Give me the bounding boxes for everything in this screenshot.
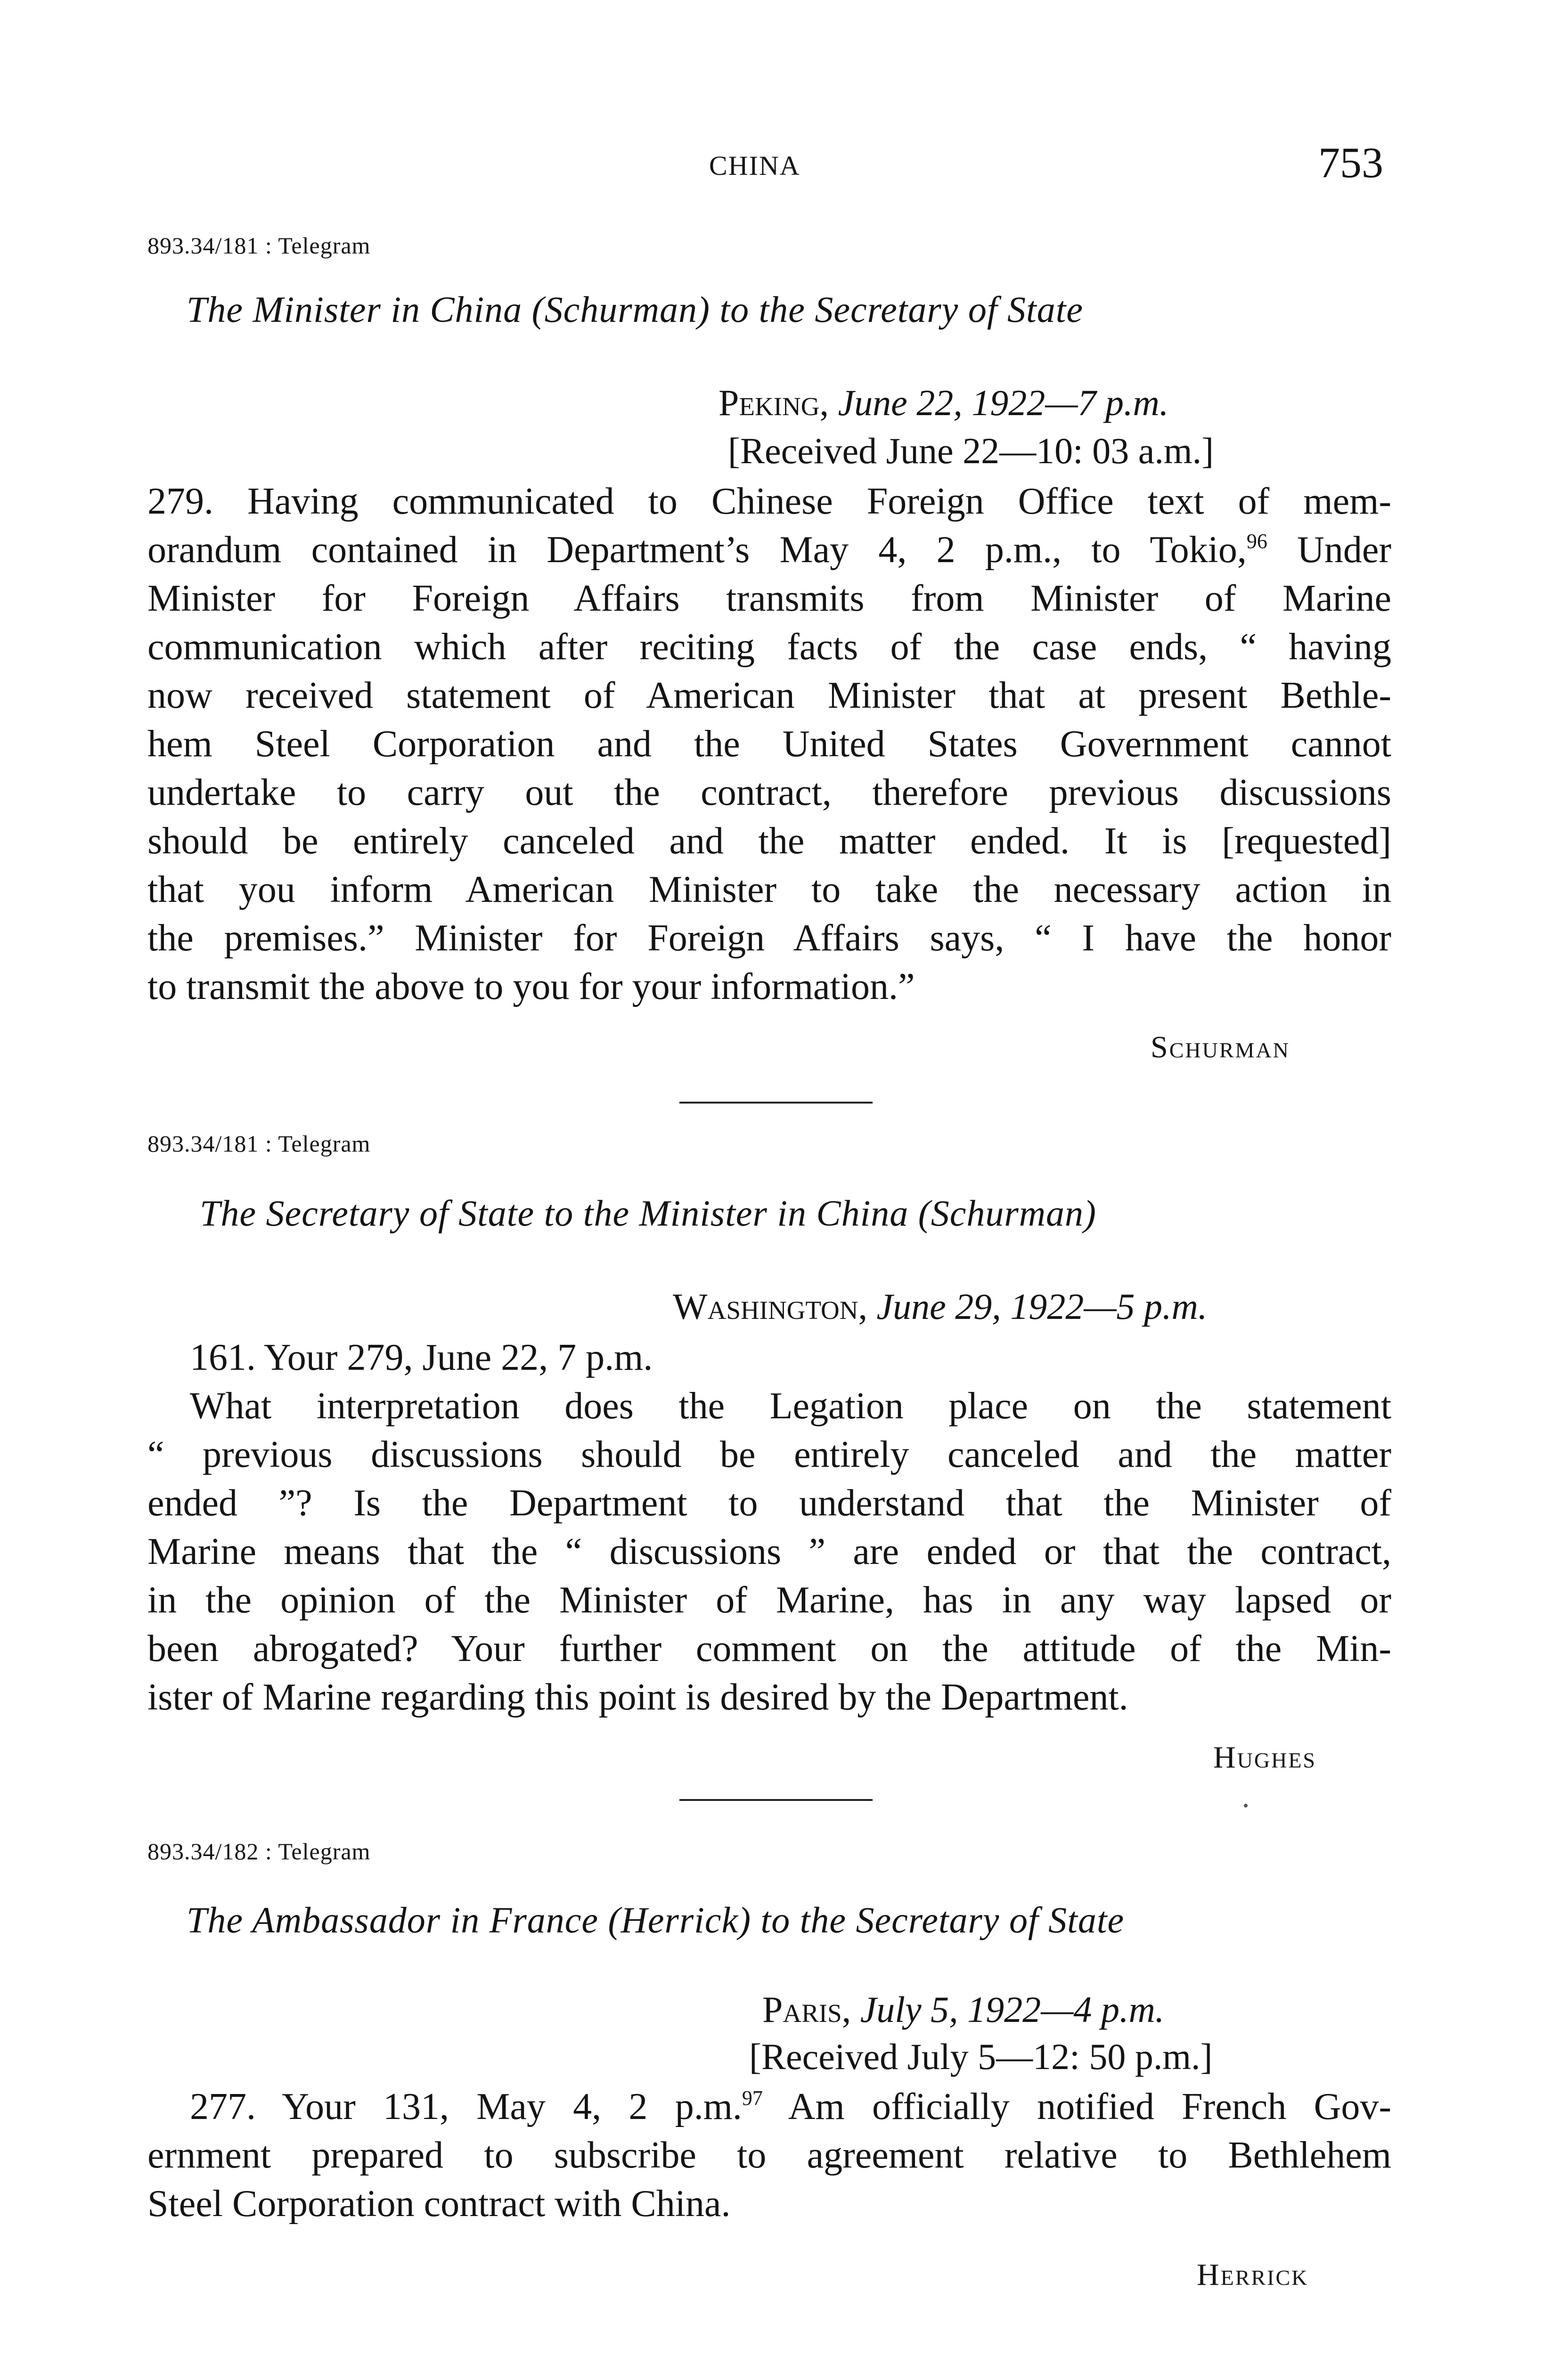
telegram-body-1: [147, 477, 1391, 1011]
body-line: Steel Corporation contract with China.: [147, 2183, 731, 2225]
body-line-with-footnote: [147, 2083, 1391, 2131]
body-line: ernment prepared to subscribe to agreement relative to Bethlehem: [147, 2135, 1391, 2176]
body-line: “ previous discussions should be entirely canceled and the matter: [147, 1434, 1391, 1475]
dateline-date-3: July 5, 1922—4 p.m.: [860, 1989, 1165, 2030]
section-divider: [679, 1102, 873, 1104]
body-line: been abrogated? Your further comment on the attitude of the Min-: [147, 1628, 1391, 1669]
body-line: 279. Having communicated to Chinese Foreign Office text of mem-: [147, 481, 1391, 522]
dateline-place-1: Peking,: [719, 382, 829, 423]
body-line-tail: Under: [1267, 529, 1392, 571]
stray-dot: [1244, 1804, 1248, 1808]
signature-2: Hughes: [1213, 1740, 1317, 1775]
file-number-1: 893.34/181 : Telegram: [147, 232, 371, 259]
body-line: should be entirely canceled and the matter ended. It is [requested]: [147, 820, 1391, 862]
body-line-text: 277. Your 131, May 4, 2 p.m.: [190, 2086, 742, 2127]
body-line-text: orandum contained in Department’s May 4, 2 p.m., to Tokio,: [147, 529, 1247, 571]
file-number-2: 893.34/181 : Telegram: [147, 1130, 371, 1157]
dateline-3: [762, 1988, 1164, 2031]
section-divider: [679, 1799, 873, 1801]
signature-1: Schurman: [1151, 1030, 1290, 1064]
dateline-place-3: Paris,: [762, 1989, 851, 2030]
body-line: hem Steel Corporation and the United States Government cannot: [147, 723, 1391, 765]
dateline-place-2: Washington,: [673, 1286, 867, 1327]
footnote-ref-96: 96: [1246, 530, 1267, 553]
body-line: ended ”? Is the Department to understand that the Minister of: [147, 1482, 1391, 1524]
dateline-date-1: June 22, 1922—7 p.m.: [838, 382, 1169, 423]
telegram-body-2: [147, 1333, 1391, 1722]
body-line: 161. Your 279, June 22, 7 p.m.: [190, 1337, 653, 1378]
received-note-3: [Received July 5—12: 50 p.m.]: [749, 2036, 1213, 2077]
running-head: CHINA: [709, 150, 800, 181]
body-line-tail: Am officially notified French Gov-: [762, 2086, 1391, 2127]
body-line: in the opinion of the Minister of Marine, has in any way lapsed or: [147, 1579, 1391, 1621]
body-line: Minister for Foreign Affairs transmits from Minister of Marine: [147, 578, 1391, 619]
body-line: that you inform American Minister to take the necessary action in: [147, 869, 1391, 910]
body-line: communication which after reciting facts of the case ends, “ having: [147, 626, 1391, 668]
body-line: undertake to carry out the contract, therefore previous discussions: [147, 772, 1391, 813]
page-number: 753: [1318, 139, 1383, 187]
dateline-date-2: June 29, 1922—5 p.m.: [876, 1286, 1208, 1327]
footnote-ref-97: 97: [742, 2086, 763, 2110]
body-line-with-footnote: [147, 526, 1391, 574]
document-heading-3: The Ambassador in France (Herrick) to the Secretary of State: [187, 1899, 1125, 1940]
file-number-3: 893.34/182 : Telegram: [147, 1838, 371, 1865]
body-line: What interpretation does the Legation place on the statement: [190, 1385, 1391, 1427]
received-note-1: [Received June 22—10: 03 a.m.]: [728, 430, 1214, 471]
body-line: Marine means that the “ discussions ” are ended or that the contract,: [147, 1531, 1391, 1572]
body-line: to transmit the above to you for your information.”: [147, 966, 915, 1007]
body-line: now received statement of American Minister that at present Bethle-: [147, 675, 1391, 716]
body-line: the premises.” Minister for Foreign Affairs says, “ I have the honor: [147, 917, 1391, 959]
dateline-1: [719, 382, 1168, 424]
body-line: ister of Marine regarding this point is desired by the Department.: [147, 1677, 1128, 1718]
telegram-body-3: [147, 2083, 1391, 2228]
signature-3: Herrick: [1197, 2258, 1309, 2292]
dateline-2: [673, 1285, 1207, 1328]
document-heading-2: The Secretary of State to the Minister in China (Schurman): [200, 1193, 1096, 1234]
document-heading-1: The Minister in China (Schurman) to the Secretary of State: [187, 289, 1083, 330]
